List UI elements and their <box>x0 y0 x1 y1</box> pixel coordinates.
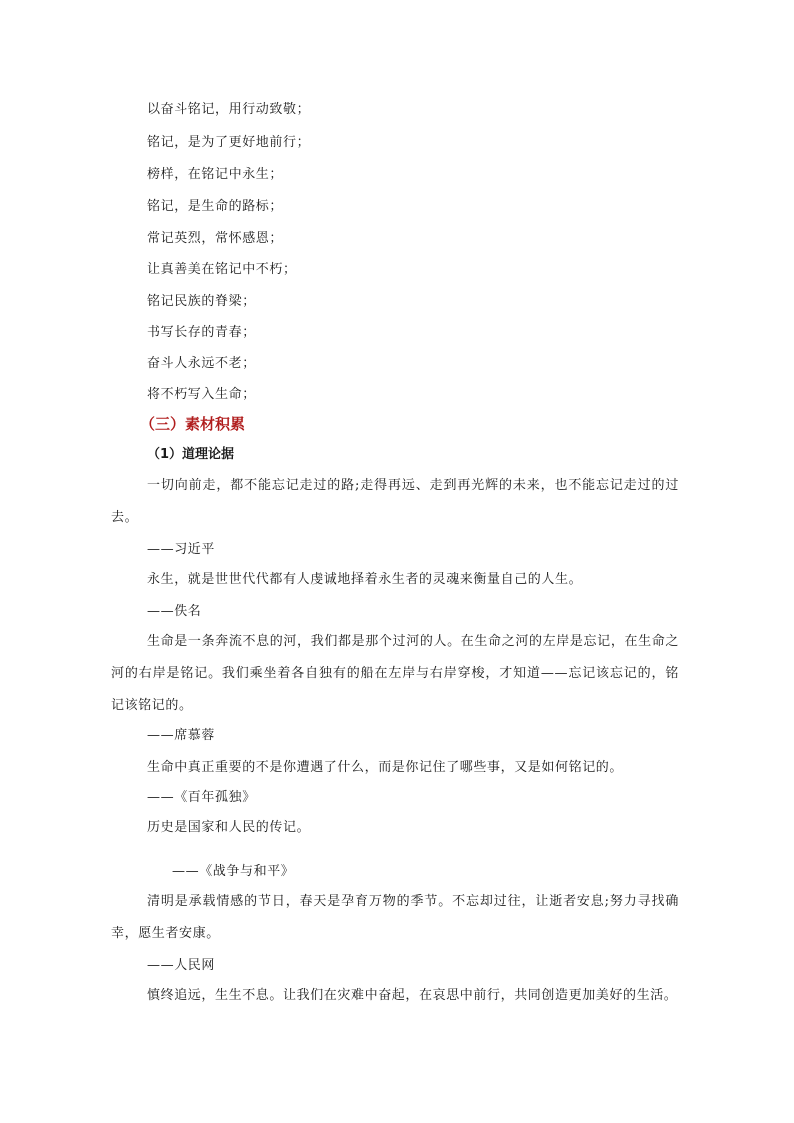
quote-attribution: ——习近平 <box>147 542 215 557</box>
slogan-line: 铭记，是生命的路标； <box>147 199 284 214</box>
sub-title: （1）道理论据 <box>147 447 235 462</box>
slogan-line: 榜样，在铭记中永生； <box>147 167 284 182</box>
slogan-line: 奋斗人永远不老； <box>147 356 256 371</box>
quote-attribution: ——《百年孤独》 <box>147 790 256 805</box>
quote-attribution: ——《战争与和平》 <box>172 864 295 879</box>
quote-text: 历史是国家和人民的传记。 <box>147 820 311 835</box>
quote-attribution: ——席慕蓉 <box>147 728 215 743</box>
quote-attribution: ——人民网 <box>147 958 215 973</box>
quote-text: 一切向前走，都不能忘记走过的路;走得再远、走到再光辉的未来，也不能忘记走过的过去。 <box>111 478 679 525</box>
slogan-line: 常记英烈，常怀感恩； <box>147 231 284 246</box>
slogan-line: 以奋斗铭记，用行动致敬； <box>147 102 311 117</box>
quote-text: 清明是承载情感的节日，春天是孕育万物的季节。不忘却过往，让逝者安息;努力寻找确幸，愿生者安康。 <box>111 894 679 941</box>
quote-text: 生命中真正重要的不是你遭遇了什么，而是你记住了哪些事，又是如何铭记的。 <box>147 760 624 775</box>
slogan-line: 让真善美在铭记中不朽； <box>147 262 297 277</box>
slogan-line: 铭记，是为了更好地前行； <box>147 135 311 150</box>
section-title: （三）素材积累 <box>140 415 246 433</box>
slogan-line: 将不朽写入生命； <box>147 387 256 402</box>
quote-text: 生命是一条奔流不息的河，我们都是那个过河的人。在生命之河的左岸是忘记，在生命之河的右岸是铭记。我们乘坐着各自独有的船在左岸与右岸穿梭，才知道——忘记该忘记的，铭记该铭记的。 <box>111 634 679 713</box>
quote-attribution: ——佚名 <box>147 604 202 619</box>
slogan-line: 铭记民族的脊梁； <box>147 294 256 309</box>
quote-text: 慎终追远，生生不息。让我们在灾难中奋起，在哀思中前行，共同创造更加美好的生活。 <box>147 988 678 1003</box>
quote-text: 永生，就是世世代代都有人虔诚地择着永生者的灵魂来衡量自己的人生。 <box>147 572 583 587</box>
slogan-line: 书写长存的青春； <box>147 325 256 340</box>
